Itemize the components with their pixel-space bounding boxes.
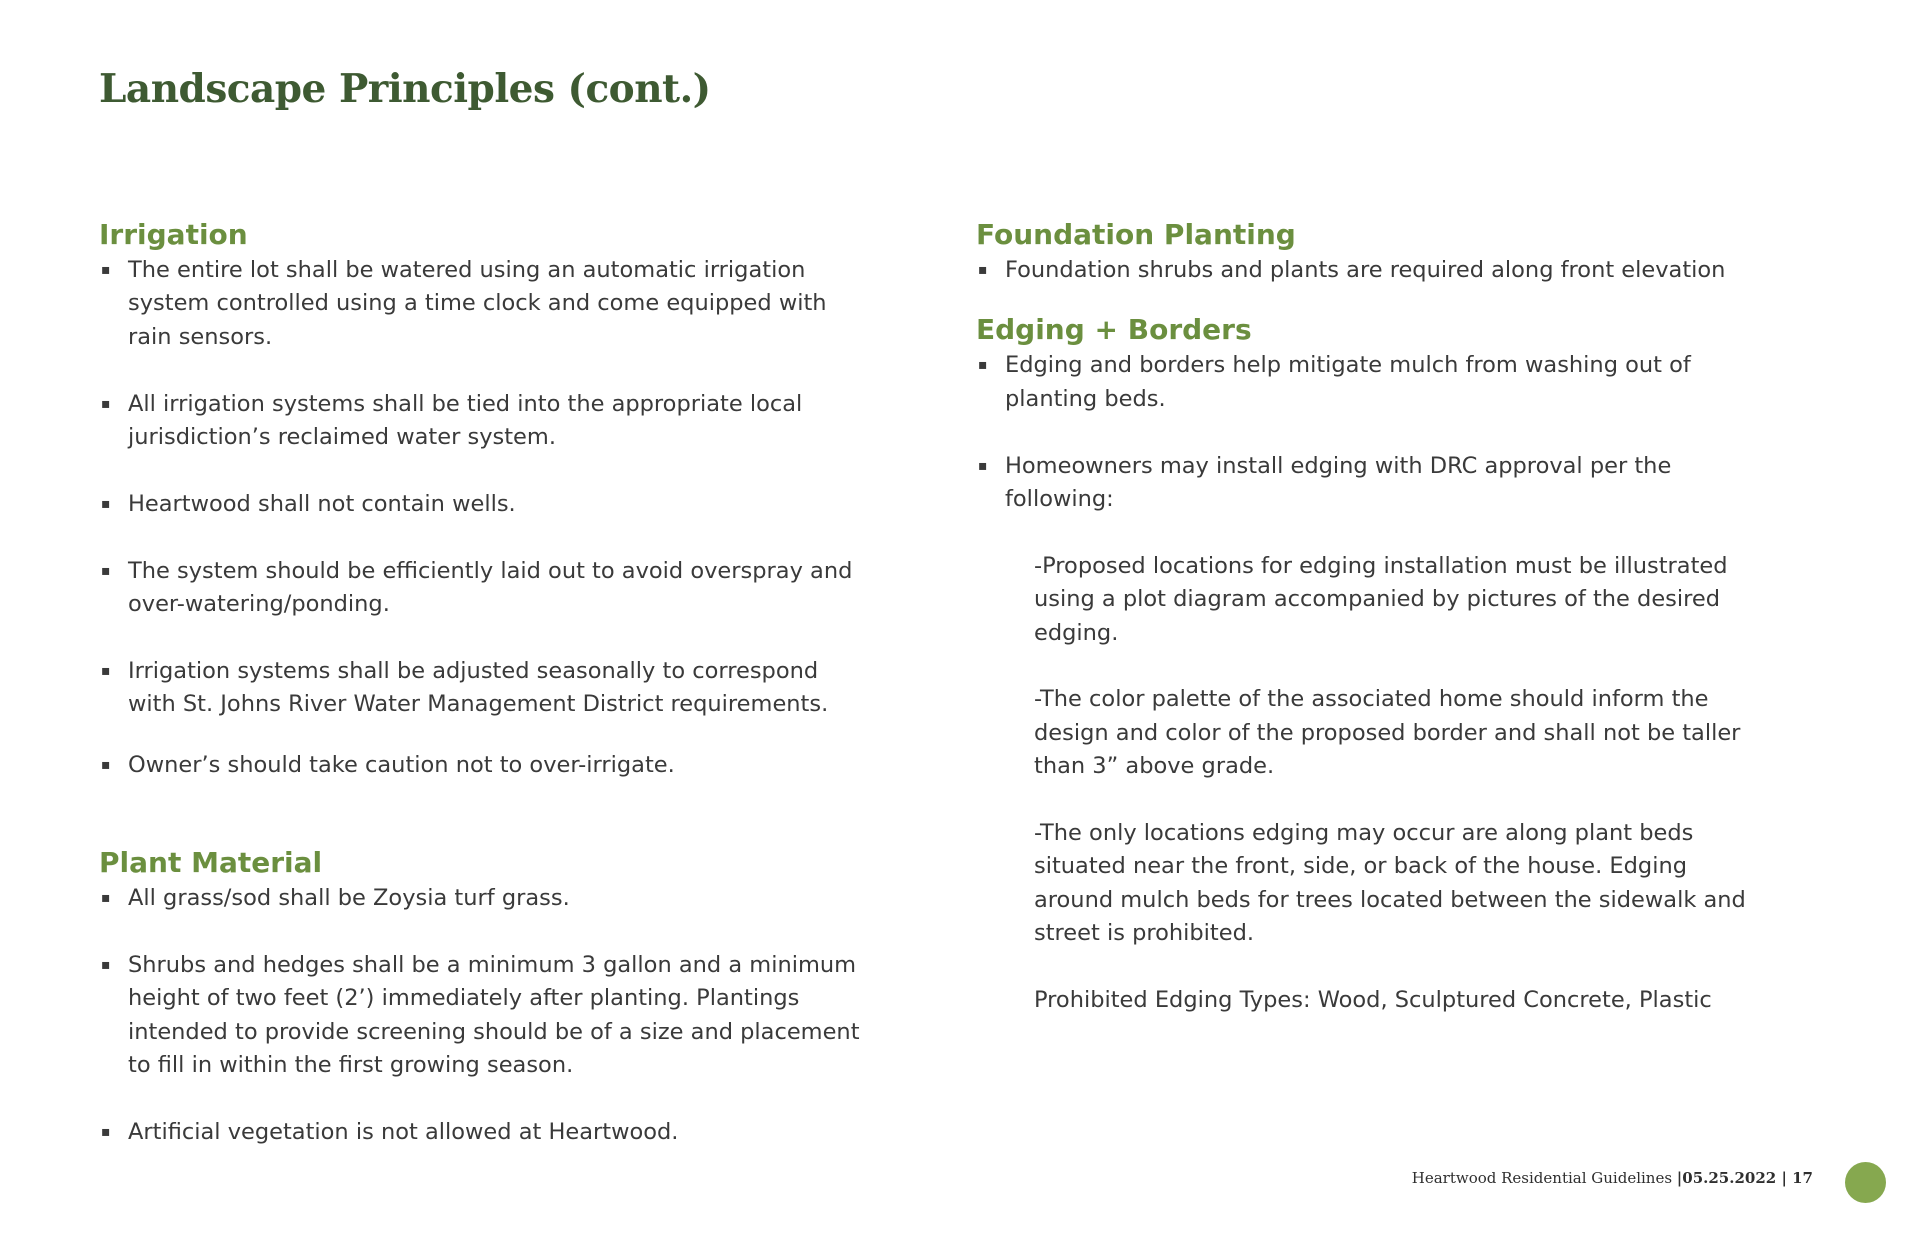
right-column xyxy=(976,216,1756,1017)
list-item: ▪ Homeowners may install edging with DRC approval per the following: xyxy=(976,450,1756,517)
bullet-icon: ▪ xyxy=(978,457,988,474)
list-item: ▪ Foundation shrubs and plants are required along front elevation xyxy=(976,254,1756,287)
list-item: ▪ Edging and borders help mitigate mulch from washing out of planting beds. xyxy=(976,349,1756,416)
bullet-icon: ▪ xyxy=(101,890,111,907)
bullet-icon: ▪ xyxy=(101,262,111,278)
bullet-icon: ▪ xyxy=(978,262,988,278)
footer-document-name: Heartwood Residential Guidelines xyxy=(1411,1169,1677,1187)
bullet-list-edging-borders xyxy=(976,349,1756,516)
page-title: Landscape Principles (cont.) xyxy=(99,66,711,112)
list-item: ▪ All irrigation systems shall be tied into the appropriate local jurisdiction’s reclaimed water system. xyxy=(99,388,869,455)
list-item: ▪ Shrubs and hedges shall be a minimum 3 gallon and a minimum height of two feet (2’) immediately after planting. Plantings intended to provide screening should be of a size and placement to fill in within the first growing season. xyxy=(99,949,869,1083)
footer-separator: | xyxy=(1776,1169,1793,1187)
section-heading-foundation-planting: Foundation Planting xyxy=(976,218,1296,251)
bullet-icon: ▪ xyxy=(101,956,111,973)
section-plant-material xyxy=(99,844,869,1149)
footer-page-number: 17 xyxy=(1792,1169,1813,1187)
section-foundation-planting xyxy=(976,216,1756,287)
page-footer xyxy=(1412,1166,1813,1190)
list-item: ▪ The entire lot shall be watered using an automatic irrigation system controlled using a time clock and come equipped with rain sensors. xyxy=(99,254,869,354)
section-edging-borders xyxy=(976,311,1756,1017)
edging-requirement-item: -The only locations edging may occur are along plant beds situated near the front, side, or back of the house. Edging around mulch beds for trees located between the sidewalk and street is prohibited. xyxy=(1034,820,1746,947)
section-irrigation xyxy=(99,216,869,782)
footer-circle-icon xyxy=(1845,1162,1886,1203)
bullet-icon: ▪ xyxy=(101,756,111,773)
section-heading-edging-borders: Edging + Borders xyxy=(976,313,1252,347)
prohibited-edging-types: Prohibited Edging Types: Wood, Sculptured Concrete, Plastic xyxy=(1034,987,1712,1014)
list-item: ▪ All grass/sod shall be Zoysia turf grass. xyxy=(99,882,869,915)
bullet-icon: ▪ xyxy=(101,662,111,679)
list-item: ▪ Irrigation systems shall be adjusted seasonally to correspond with St. Johns River Water Management District requirements. xyxy=(99,655,869,722)
bullet-icon: ▪ xyxy=(978,357,988,374)
bullet-icon: ▪ xyxy=(101,1123,111,1140)
bullet-list-plant-material xyxy=(99,882,869,1149)
left-column xyxy=(99,216,869,1149)
footer-separator: | xyxy=(1676,1169,1683,1187)
bullet-list-foundation-planting xyxy=(976,254,1756,287)
bullet-icon: ▪ xyxy=(101,495,111,512)
list-item: ▪ The system should be efficiently laid out to avoid overspray and over-watering/ponding. xyxy=(99,555,869,622)
edging-requirement-item: -The color palette of the associated home should inform the design and color of the proposed border and shall not be taller than 3” above grade. xyxy=(1034,686,1741,780)
edging-requirements xyxy=(976,550,1756,1018)
list-item: ▪ Artificial vegetation is not allowed at Heartwood. xyxy=(99,1116,869,1149)
bullet-icon: ▪ xyxy=(101,562,111,579)
edging-requirement-item: -Proposed locations for edging installation must be illustrated using a plot diagram accompanied by pictures of the desired edging. xyxy=(1034,552,1728,646)
bullet-list-irrigation xyxy=(99,254,869,782)
bullet-icon: ▪ xyxy=(101,395,111,412)
section-heading-plant-material: Plant Material xyxy=(99,846,323,880)
list-item: ▪ Owner’s should take caution not to over-irrigate. xyxy=(99,749,869,782)
footer-date: 05.25.2022 xyxy=(1682,1169,1777,1187)
list-item: ▪ Heartwood shall not contain wells. xyxy=(99,488,869,521)
section-heading-irrigation: Irrigation xyxy=(99,218,248,251)
